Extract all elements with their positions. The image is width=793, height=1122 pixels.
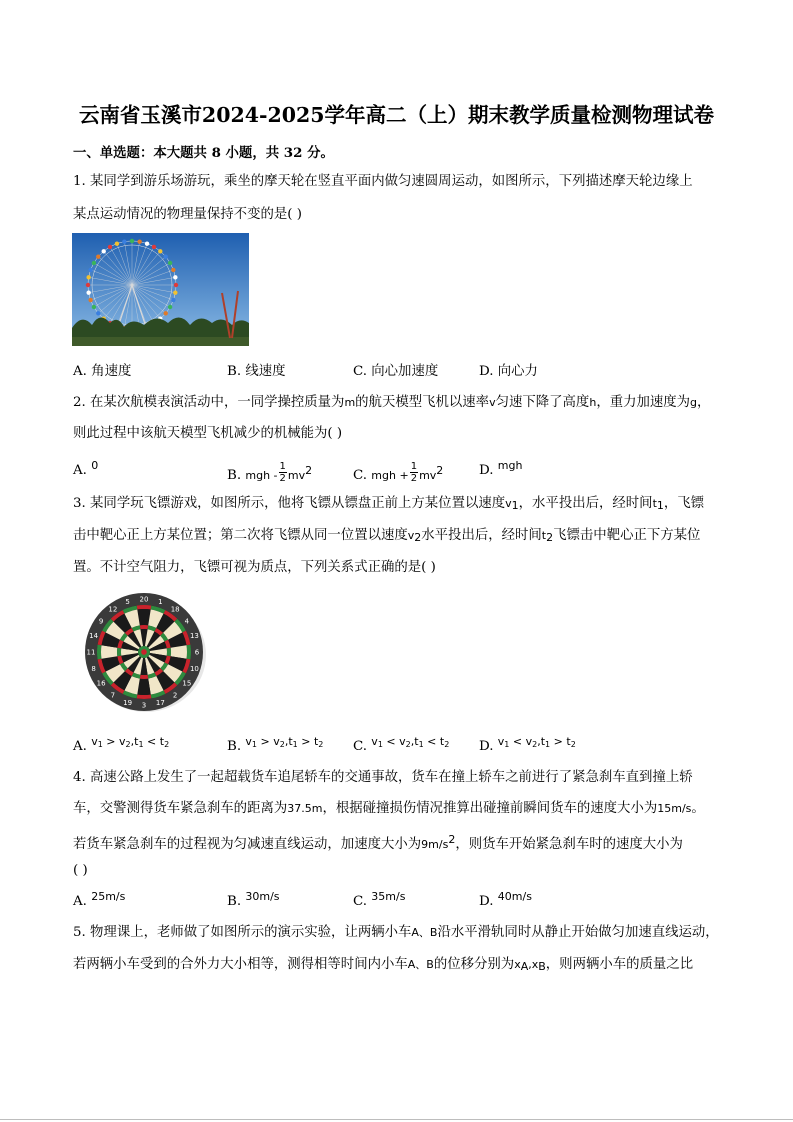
q3-option-d: D. $^{v_1 < v_2,t_1 > t_2}$	[479, 735, 576, 754]
fraction-one-half: $\frac{1}{2}$	[410, 461, 418, 484]
q1-text-line2: 某点运动情况的物理量保持不变的是( )	[73, 207, 302, 222]
q4-text-line1: 4. 高速公路上发生了一起超载货车追尾轿车的交通事故，货车在撞上轿车之前进行了紧急刹车直到撞上轿	[73, 770, 693, 785]
page-bottom-rule	[0, 1119, 793, 1120]
ferris-wheel-photo	[72, 233, 249, 350]
q1-option-a: A. 角速度	[73, 364, 132, 379]
dart-number: 4	[184, 617, 190, 626]
q4-option-c: C. $^{35m/s}$	[353, 890, 406, 909]
page-title: 云南省玉溪市2024-2025学年高二（上）期末教学质量检测物理试卷	[78, 103, 715, 127]
q1-text-line1: 1. 某同学到游乐场游玩，乘坐的摩天轮在竖直平面内做匀速圆周运动，如图所示，下列描述摩天轮边缘上	[73, 174, 693, 189]
q2-option-c: C. mgh + $\frac{1}{2}$ $mv^2$	[353, 461, 444, 484]
q5-text-line1: 5. 物理课上，老师做了如图所示的演示实验，让两辆小车A、B沿水平滑轨同时从静止开始做匀加速直线运动，	[73, 925, 719, 940]
dart-number: 14	[89, 632, 99, 641]
dart-number: 6	[194, 648, 200, 657]
dart-number: 3	[141, 701, 147, 710]
dart-number: 19	[123, 698, 133, 707]
dart-number: 5	[125, 598, 130, 607]
dart-number: 13	[189, 632, 199, 641]
dart-number: 2	[172, 691, 178, 700]
dart-number: 7	[110, 691, 116, 700]
dart-number: 11	[86, 648, 96, 657]
q3-option-c: C. $^{v_1 < v_2,t_1 < t_2}$	[353, 735, 450, 754]
dart-number: 18	[170, 605, 180, 614]
dart-number: 16	[96, 679, 106, 688]
dart-number: 17	[155, 698, 165, 707]
q4-text-line2: 车，交警测得货车紧急刹车的距离为37.5m，根据碰撞损伤情况推算出碰撞前瞬间货车的速度大小为15m/s。	[73, 801, 705, 816]
dartboard-figure	[78, 590, 214, 720]
dart-number: 8	[91, 664, 96, 673]
dart-number: 1	[158, 598, 163, 607]
fraction-one-half: $\frac{1}{2}$	[279, 461, 286, 484]
q1-option-c: C. 向心加速度	[353, 364, 439, 379]
q1-option-b: B. 线速度	[227, 364, 286, 379]
q3-option-b: B. $^{v_1 > v_2,t_1 > t_2}$	[227, 735, 324, 754]
dart-number: 12	[108, 605, 118, 614]
q4-option-d: D. $^{40m/s}$	[479, 890, 532, 909]
dart-number: 20	[139, 595, 149, 604]
dart-number: 10	[189, 664, 199, 673]
section-heading: 一、单选题：本大题共 8 小题，共 32 分。	[73, 145, 334, 161]
q2-text-line1: 2. 在某次航模表演活动中，一同学操控质量为m的航天模型飞机以速率v匀速下降了高度h，重力加速度为g，	[73, 395, 711, 410]
q2-option-d: D. $^{mgh}$	[479, 459, 523, 478]
dart-number: 15	[182, 679, 192, 688]
q4-text-line3: 若货车紧急刹车的过程视为匀减速直线运动，加速度大小为$9m/s^2$，则货车开始紧急刹车时的速度大小为	[73, 833, 683, 852]
q2-text-line2: 则此过程中该航天模型飞机减少的机械能为( )	[73, 426, 343, 441]
q4-option-a: A. $^{25m/s}$	[73, 890, 126, 909]
q4-option-b: B. $^{30m/s}$	[227, 890, 280, 909]
q3-text-line3: 置。不计空气阻力，飞镖可视为质点，下列关系式正确的是( )	[73, 560, 436, 575]
q2-option-a: A. $^0$	[73, 459, 99, 478]
dart-number: 9	[98, 617, 104, 626]
q5-text-line2: 若两辆小车受到的合外力大小相等，测得相等时间内小车A、B的位移分别为$x_A,x_B$，则两辆小车的质量之比	[73, 957, 694, 973]
q2-option-b: B. mgh - $\frac{1}{2}$ $mv^2$	[227, 461, 313, 484]
q3-text-line1: 3. 某同学玩飞镖游戏，如图所示，他将飞镖从镖盘正前上方某位置以速度$v_1$，水平投出后，经时间$t_1$，飞镖	[73, 496, 705, 512]
q1-option-d: D. 向心力	[479, 364, 538, 379]
q4-text-line4: ( )	[73, 863, 88, 878]
q3-option-a: A. $^{v_1 > v_2,t_1 < t_2}$	[73, 735, 170, 754]
q3-text-line2: 击中靶心正上方某位置；第二次将飞镖从同一位置以速度$v_2$水平投出后，经时间$t_2$飞镖击中靶心正下方某位	[73, 528, 701, 544]
